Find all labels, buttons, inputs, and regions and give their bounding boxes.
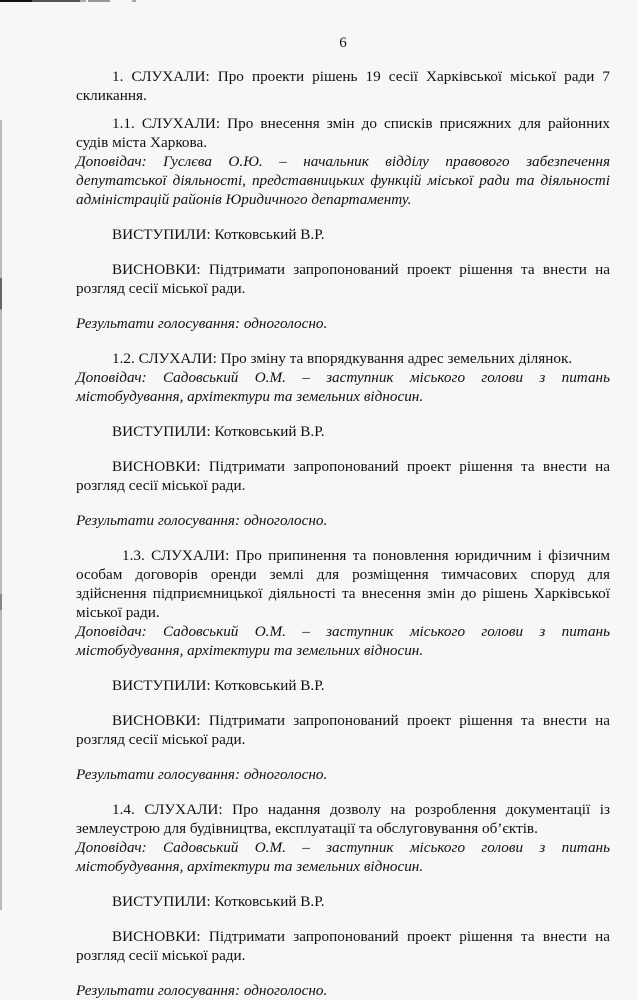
reporter-text: Доповідач: Гуслєва О.Ю. – начальник відділу правового забезпечення депутатської діяльності, представницьких функцій міської ради та діяльності адміністрацій районів Юридичного департаменту. [76, 153, 610, 208]
page-number: 6 [339, 35, 347, 51]
scan-edge-left [0, 120, 2, 910]
heard-text: 1.4. СЛУХАЛИ: Про надання дозволу на розроблення документації із землеустрою для будівництва, експлуатації та обслуговування об’єктів. [76, 801, 610, 837]
conclusions-text: ВИСНОВКИ: Підтримати запропонований проект рішення та внести на розгляд сесії міської ради. [76, 928, 610, 964]
heard-text: 1.2. СЛУХАЛИ: Про зміну та впорядкування адрес земельних ділянок. [112, 350, 573, 367]
heard-text: 1.1. СЛУХАЛИ: Про внесення змін до списків присяжних для районних судів міста Харкова. [76, 115, 610, 151]
conclusions-text: ВИСНОВКИ: Підтримати запропонований проект рішення та внести на розгляд сесії міської ради. [76, 458, 610, 494]
agenda-item-1-2 [76, 349, 610, 530]
agenda-intro: 1. СЛУХАЛИ: Про проекти рішень 19 сесії Харківської міської ради 7 скликання. [76, 68, 610, 104]
reporter-text: Доповідач: Садовський О.М. – заступник міського голови з питань містобудування, архітектури та земельних відносин. [76, 623, 610, 659]
agenda-item-1-3 [76, 546, 610, 784]
vote-result-text: Результати голосування: одноголосно. [76, 512, 328, 529]
vote-result-text: Результати голосування: одноголосно. [76, 315, 328, 332]
agenda-item-1-1 [76, 114, 610, 333]
spoke-text: ВИСТУПИЛИ: Котковський В.Р. [112, 423, 325, 440]
spoke-text: ВИСТУПИЛИ: Котковський В.Р. [112, 677, 325, 694]
reporter-text: Доповідач: Садовський О.М. – заступник міського голови з питань містобудування, архітектури та земельних відносин. [76, 369, 610, 405]
scan-edge-top [0, 0, 136, 2]
heard-text: 1.3. СЛУХАЛИ: Про припинення та поновлення юридичним і фізичним особам договорів оренди землі для розміщення тимчасових споруд для здійснення підприємницької діяльності та внесення змін до рішень Харківської міської ради. [76, 547, 610, 621]
conclusions-text: ВИСНОВКИ: Підтримати запропонований проект рішення та внести на розгляд сесії міської ради. [76, 712, 610, 748]
spoke-text: ВИСТУПИЛИ: Котковський В.Р. [112, 226, 325, 243]
spoke-text: ВИСТУПИЛИ: Котковський В.Р. [112, 893, 325, 910]
agenda-item-1-4 [76, 800, 610, 1000]
vote-result-text: Результати голосування: одноголосно. [76, 982, 328, 999]
vote-result-text: Результати голосування: одноголосно. [76, 766, 328, 783]
conclusions-text: ВИСНОВКИ: Підтримати запропонований проект рішення та внести на розгляд сесії міської ради. [76, 261, 610, 297]
document-page [76, 34, 610, 1000]
reporter-text: Доповідач: Садовський О.М. – заступник міського голови з питань містобудування, архітектури та земельних відносин. [76, 839, 610, 875]
